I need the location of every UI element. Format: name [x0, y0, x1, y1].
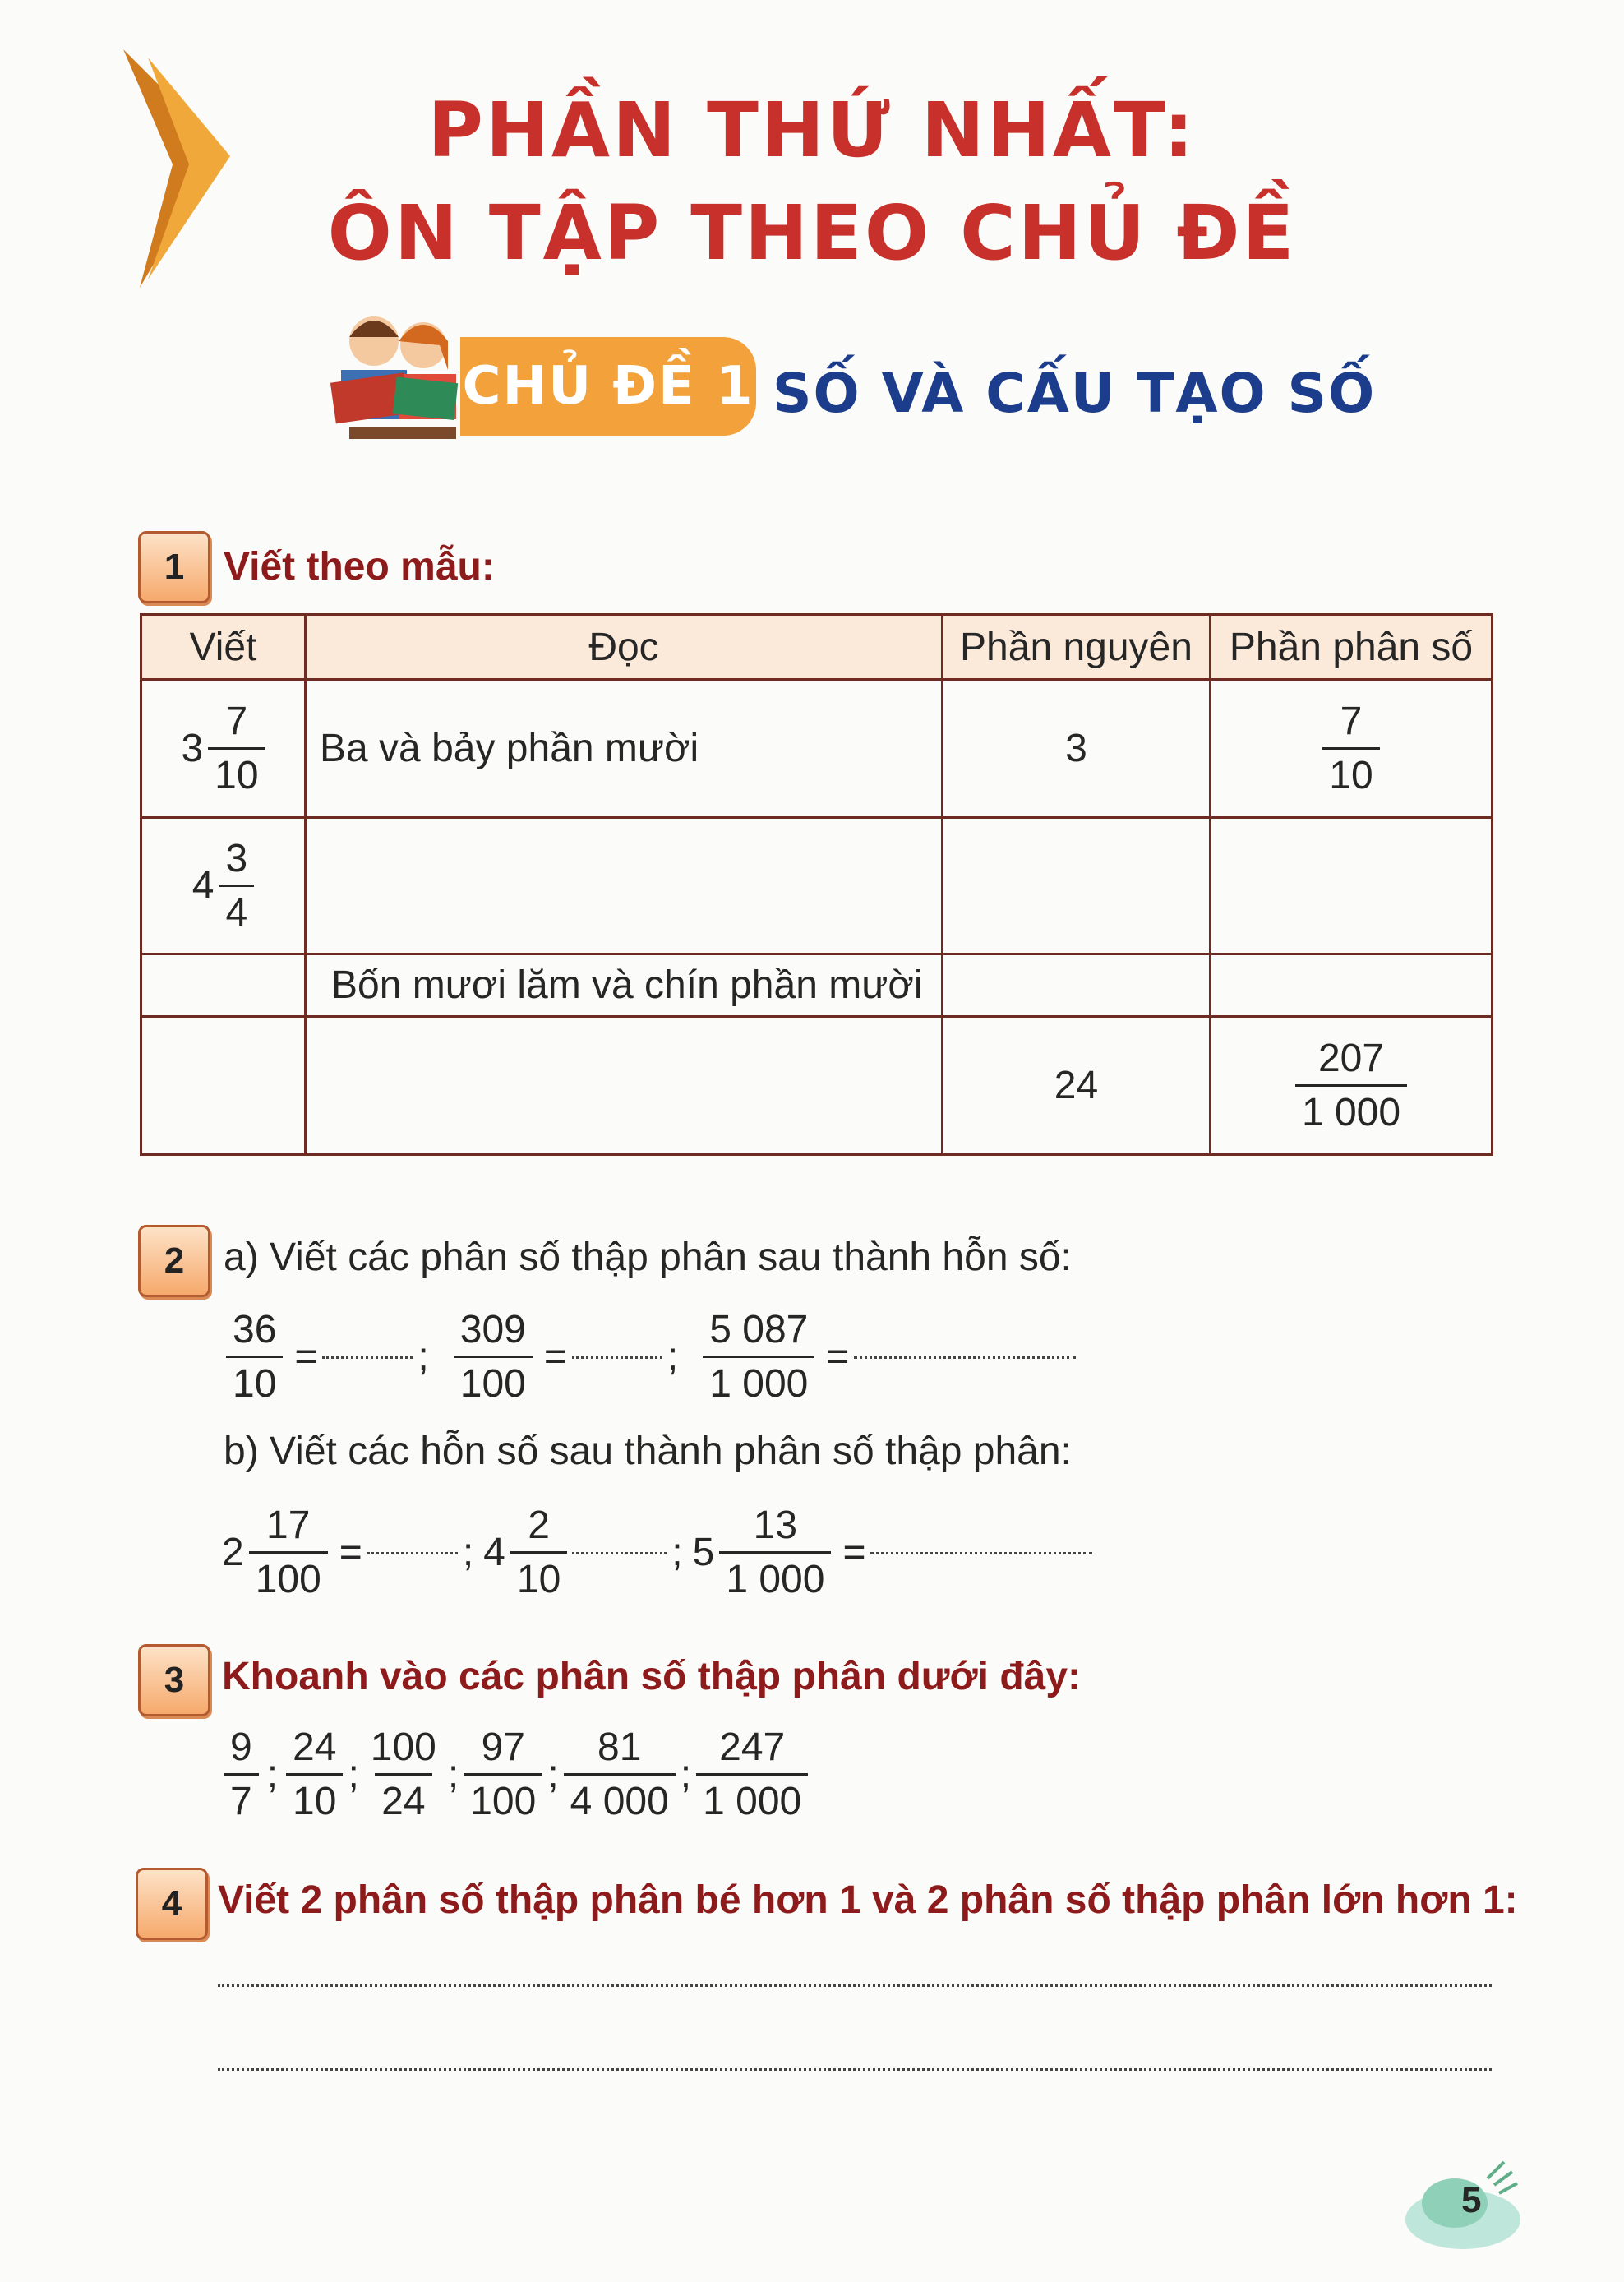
fraction-choice[interactable]: [464, 1725, 542, 1824]
question-number-4: 4: [136, 1868, 208, 1940]
numerator: 2: [528, 1504, 550, 1547]
topic-title: SỐ VÀ CẤU TẠO SỐ: [773, 362, 1377, 425]
header-write: Viết: [141, 615, 306, 680]
denominator: 100: [454, 1356, 533, 1407]
equals-sign: =: [543, 1335, 567, 1379]
table-cell: 3: [943, 680, 1211, 818]
denominator: 100: [249, 1551, 328, 1602]
denominator: 24: [375, 1773, 431, 1824]
table-cell: Ba và bảy phần mười: [306, 680, 943, 818]
fraction: [510, 1503, 567, 1602]
mixed-number: [693, 1503, 832, 1602]
answer-blank[interactable]: [322, 1355, 413, 1359]
fraction-choice[interactable]: [564, 1725, 676, 1824]
topic-badge: CHỦ ĐỀ 1: [460, 337, 756, 436]
fraction-choice[interactable]: [696, 1725, 808, 1824]
part-title: PHẦN THỨ NHẤT:: [427, 86, 1197, 174]
question-2b-row: [222, 1503, 1097, 1602]
mixed-number: [483, 1503, 567, 1602]
table-cell: [141, 680, 306, 818]
separator: ;: [266, 1753, 279, 1797]
kids-reading-icon: [316, 304, 481, 452]
fraction: [208, 699, 265, 798]
denominator: 7: [224, 1773, 259, 1824]
table-cell: [141, 818, 306, 954]
answer-line[interactable]: [218, 2068, 1492, 2071]
denominator: 10: [510, 1551, 567, 1602]
numerator: 24: [293, 1725, 337, 1769]
answer-line[interactable]: [218, 1984, 1492, 1987]
numerator: 9: [230, 1725, 252, 1769]
question-number-3: 3: [138, 1644, 210, 1716]
fraction: [219, 836, 255, 935]
denominator: 1 000: [719, 1551, 831, 1602]
numerator: 100: [370, 1725, 436, 1769]
mixed-whole: 4: [191, 864, 215, 908]
denominator: 1 000: [1295, 1084, 1407, 1135]
denominator: 1 000: [703, 1356, 814, 1407]
denominator: 4: [219, 885, 255, 935]
table-cell[interactable]: [141, 954, 306, 1017]
question-number-1: 1: [138, 531, 210, 603]
fraction: [719, 1503, 831, 1602]
mixed-number: [222, 1503, 328, 1602]
mixed-whole: 2: [222, 1531, 244, 1575]
equals-sign: =: [842, 1531, 866, 1575]
table-cell[interactable]: [943, 954, 1211, 1017]
question-number-2: 2: [138, 1225, 210, 1297]
answer-blank[interactable]: [367, 1550, 458, 1554]
answer-blank[interactable]: [870, 1550, 1092, 1554]
denominator: 10: [286, 1773, 343, 1824]
header-fraction-part: Phần phân số: [1211, 615, 1493, 680]
fraction: [1295, 1036, 1407, 1135]
numerator: 81: [597, 1725, 642, 1769]
question-2a-instruction: a) Viết các phân số thập phân sau thành hỗn số:: [224, 1236, 1072, 1279]
fraction-choice[interactable]: [364, 1725, 443, 1824]
mixed-whole: 5: [692, 1531, 715, 1575]
denominator: 10: [226, 1356, 283, 1407]
separator: ;: [667, 1335, 679, 1379]
separator: ;: [418, 1335, 429, 1379]
fraction: [454, 1307, 533, 1407]
fraction: [703, 1307, 814, 1407]
question-2a-row: [226, 1307, 1081, 1407]
table-cell: 24: [943, 1017, 1211, 1155]
table-cell: Bốn mươi lăm và chín phần mười: [306, 954, 943, 1017]
answer-blank[interactable]: [854, 1355, 1076, 1359]
page-number-decoration-icon: [1397, 2146, 1520, 2252]
table-cell: [1211, 1017, 1493, 1155]
part-subtitle: ÔN TẬP THEO CHỦ ĐỀ: [327, 189, 1297, 277]
table-cell[interactable]: [1211, 954, 1493, 1017]
separator: ;: [462, 1531, 474, 1575]
equals-sign: =: [339, 1531, 362, 1575]
separator: ;: [348, 1753, 359, 1797]
separator: ;: [680, 1753, 692, 1797]
numerator: 5 087: [709, 1308, 809, 1351]
fraction: [1322, 699, 1379, 798]
numerator: 207: [1317, 1036, 1385, 1080]
numerator: 309: [459, 1308, 526, 1351]
mixed-whole: 4: [483, 1531, 505, 1575]
sample-table: [140, 613, 1493, 1156]
table-cell: [1211, 680, 1493, 818]
fraction: [226, 1307, 283, 1407]
table-cell[interactable]: [306, 1017, 943, 1155]
equals-sign: =: [826, 1335, 850, 1379]
numerator: 7: [1340, 699, 1363, 743]
table-cell[interactable]: [943, 818, 1211, 954]
fraction: [249, 1503, 328, 1602]
question-4-instruction: Viết 2 phân số thập phân bé hơn 1 và 2 phân số thập phân lớn hơn 1:: [218, 1878, 1518, 1922]
numerator: 97: [481, 1725, 525, 1769]
equals-sign: =: [294, 1335, 318, 1379]
fraction-choice[interactable]: [224, 1725, 259, 1824]
table-cell[interactable]: [1211, 818, 1493, 954]
fraction-choice[interactable]: [286, 1725, 343, 1824]
question-1-instruction: Viết theo mẫu:: [224, 545, 495, 589]
denominator: 10: [1322, 747, 1379, 798]
table-cell[interactable]: [141, 1017, 306, 1155]
answer-blank[interactable]: [572, 1550, 667, 1554]
denominator: 10: [208, 747, 265, 798]
denominator: 100: [464, 1773, 542, 1824]
mixed-whole: 3: [181, 727, 204, 770]
numerator: 7: [225, 699, 248, 743]
numerator: 36: [233, 1308, 277, 1351]
denominator: 1 000: [696, 1773, 808, 1824]
numerator: 13: [753, 1504, 798, 1547]
denominator: 4 000: [564, 1773, 676, 1824]
numerator: 3: [225, 836, 248, 880]
question-3-fractions: [224, 1725, 808, 1824]
separator: ;: [547, 1753, 559, 1797]
numerator: 247: [719, 1725, 786, 1769]
separator: ;: [447, 1753, 459, 1797]
header-integer-part: Phần nguyên: [943, 615, 1211, 680]
page-number: 5: [1461, 2180, 1482, 2220]
table-cell[interactable]: [306, 818, 943, 954]
question-3-instruction: Khoanh vào các phân số thập phân dưới đây:: [222, 1655, 1082, 1698]
separator: ;: [671, 1531, 683, 1575]
header-read: Đọc: [306, 615, 943, 680]
numerator: 17: [266, 1504, 311, 1547]
answer-blank[interactable]: [572, 1355, 662, 1359]
question-2b-instruction: b) Viết các hỗn số sau thành phân số thập phân:: [224, 1430, 1072, 1473]
